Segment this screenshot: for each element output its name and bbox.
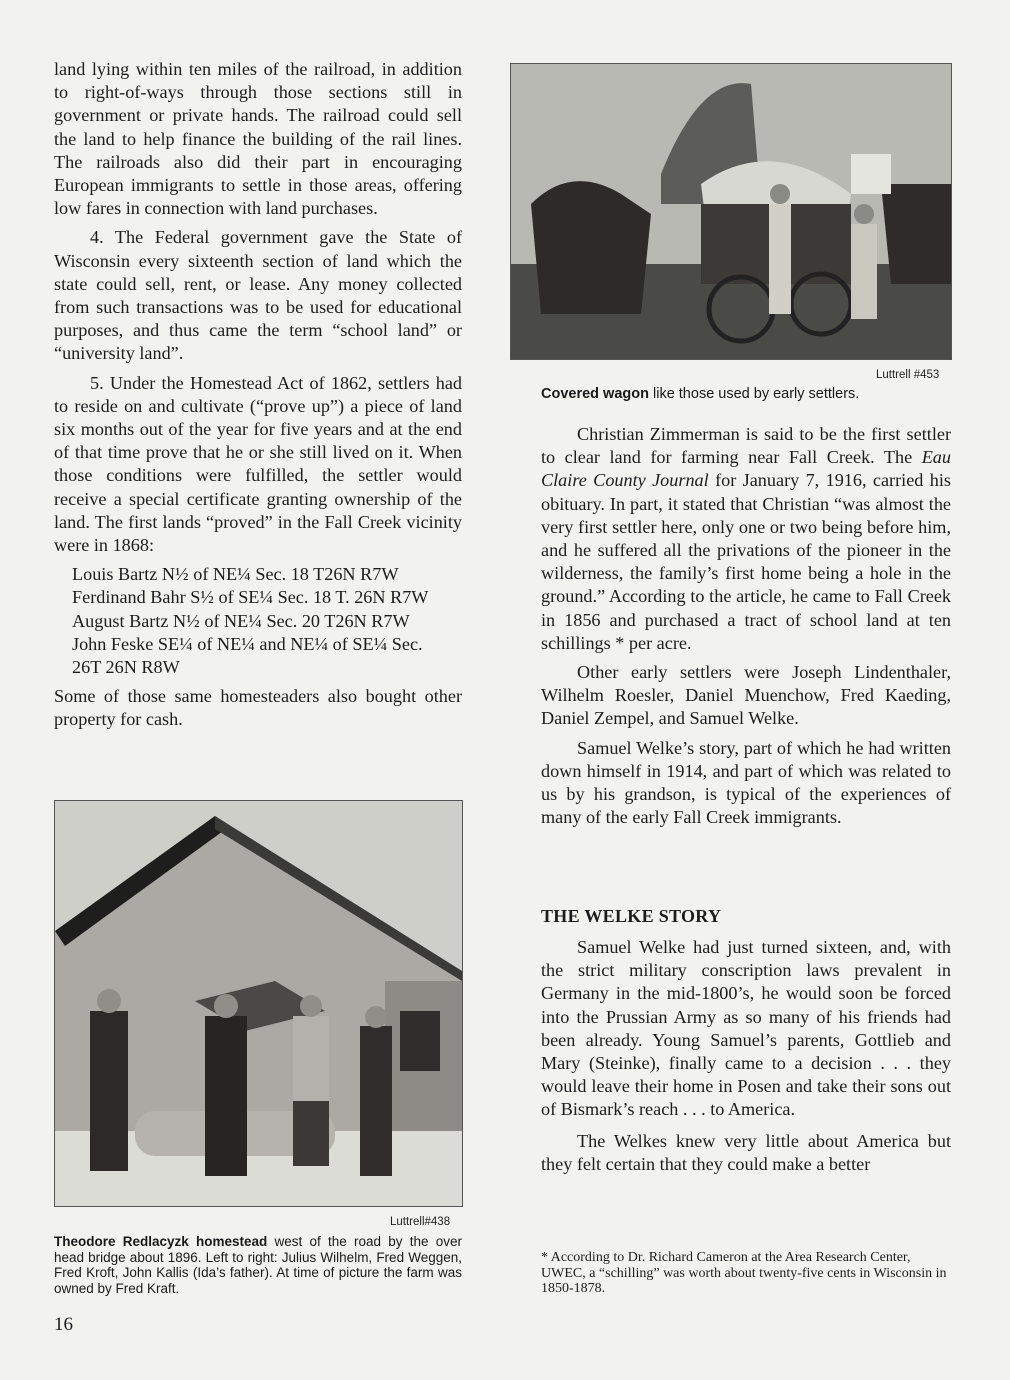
left-column: [54, 58, 462, 738]
homestead-list: [72, 563, 462, 679]
homestead-photo: [54, 800, 463, 1207]
paragraph-early-settlers: Other early settlers were Joseph Lindenthaler, Wilhelm Roesler, Daniel Muenchow, Fred Kaeding, Daniel Zempel, and Samuel Welke.: [541, 662, 951, 729]
paragraph-homestead-act: 5. Under the Homestead Act of 1862, settlers had to reside on and cultivate (“prove up”) a piece of land six months out of the year for five years and at the end of that time prove that he or she still lived on it. When those conditions were fulfilled, the settler would receive a special certificate granting ownership of the land. The first lands “proved” in the Fall Creek vicinity were in 1868:: [54, 372, 462, 556]
list-item: Ferdinand Bahr S½ of SE¼ Sec. 18 T. 26N R7W: [72, 587, 429, 608]
paragraph-railroad-land: land lying within ten miles of the railroad, in addition to right-of-ways through those sections still in government or private hands. The railroad could sell the land to help finance the building of the rail lines. The railroads also did their part in encouraging European immigrants to settle in those areas, offering low fares in connection with land purchases.: [54, 59, 462, 219]
photo-credit: Luttrell#438: [390, 1216, 451, 1228]
right-column-bottom: [541, 936, 951, 1182]
paragraph-bought-for-cash: Some of those same homesteaders also bought other property for cash.: [54, 686, 462, 730]
paragraph-zimmerman: Christian Zimmerman is said to be the first settler to clear land for farming near Fall Creek. The Eau Claire County Journal for January 7, 1916, carried his obituary. In part, it stated that Christian “was almost the very first settler here, only one or two being before him, and he suffered all the privations of the pioneer in the wilderness, the family’s first home being a hole in the ground.” According to the article, he came to Fall Creek in 1856 and purchased a tract of school land at ten schillings * per acre.: [541, 424, 951, 653]
paragraph-welke-conscription: Samuel Welke had just turned sixteen, and, with the strict military conscription laws prevalent in Germany in the mid-1800’s, he would soon be forced into the Prussian Army as so many of his friends had been already. Young Samuel’s parents, Gottlieb and Mary (Steinke), finally came to a decision . . . they would leave their home in Posen and take their sons out of Bismark’s reach . . . to America.: [541, 937, 951, 1120]
caption-title: Theodore Redlacyzk homestead: [54, 1234, 268, 1249]
caption-text: like those used by early settlers.: [648, 386, 860, 402]
list-item: Louis Bartz N½ of NE¼ Sec. 18 T26N R7W: [72, 564, 399, 585]
homestead-image: [55, 801, 462, 1206]
newspaper-title: Eau Claire County Journal: [541, 447, 951, 491]
covered-wagon-caption: [541, 387, 951, 403]
paragraph-school-land: 4. The Federal government gave the State of Wisconsin every sixteenth section of land which the state could sell, rent, or lease. Any money collected from such transactions was to be used for educational purposes, and thus came the term “school land” or “university land”.: [54, 227, 462, 364]
photo-credit: Luttrell #453: [876, 369, 940, 381]
list-item: 26T 26N R8W: [72, 657, 180, 678]
paragraph-welkes-america: The Welkes knew very little about America but they felt certain that they could make a better: [541, 1130, 951, 1174]
list-item: John Feske SE¼ of NE¼ and NE¼ of SE¼ Sec.: [72, 633, 423, 654]
page-number: 16: [54, 1314, 73, 1335]
covered-wagon-image: [511, 64, 951, 359]
right-column-top: [541, 423, 951, 835]
footnote: * According to Dr. Richard Cameron at the Area Research Center, UWEC, a “schilling” was worth about twenty-five cents in Wisconsin in 1850-1878.: [541, 1250, 947, 1296]
caption-title: Covered wagon: [541, 386, 649, 402]
section-heading: THE WELKE STORY: [541, 906, 722, 926]
covered-wagon-photo: [510, 63, 952, 360]
list-item: August Bartz N½ of NE¼ Sec. 20 T26N R7W: [72, 610, 410, 631]
homestead-caption: [54, 1234, 462, 1296]
caption-text: west of the road by the over head bridge about 1896. Left to right: Julius Wilhelm, Fred Weggen, Fred Kroft, John Kallis (Ida’s father). At time of picture the farm was owned by Fred Kraft.: [54, 1234, 462, 1296]
paragraph-welke-intro: Samuel Welke’s story, part of which he had written down himself in 1914, and part of which was related to us by his grandson, is typical of the experiences of many of the early Fall Creek immigrants.: [541, 737, 951, 828]
